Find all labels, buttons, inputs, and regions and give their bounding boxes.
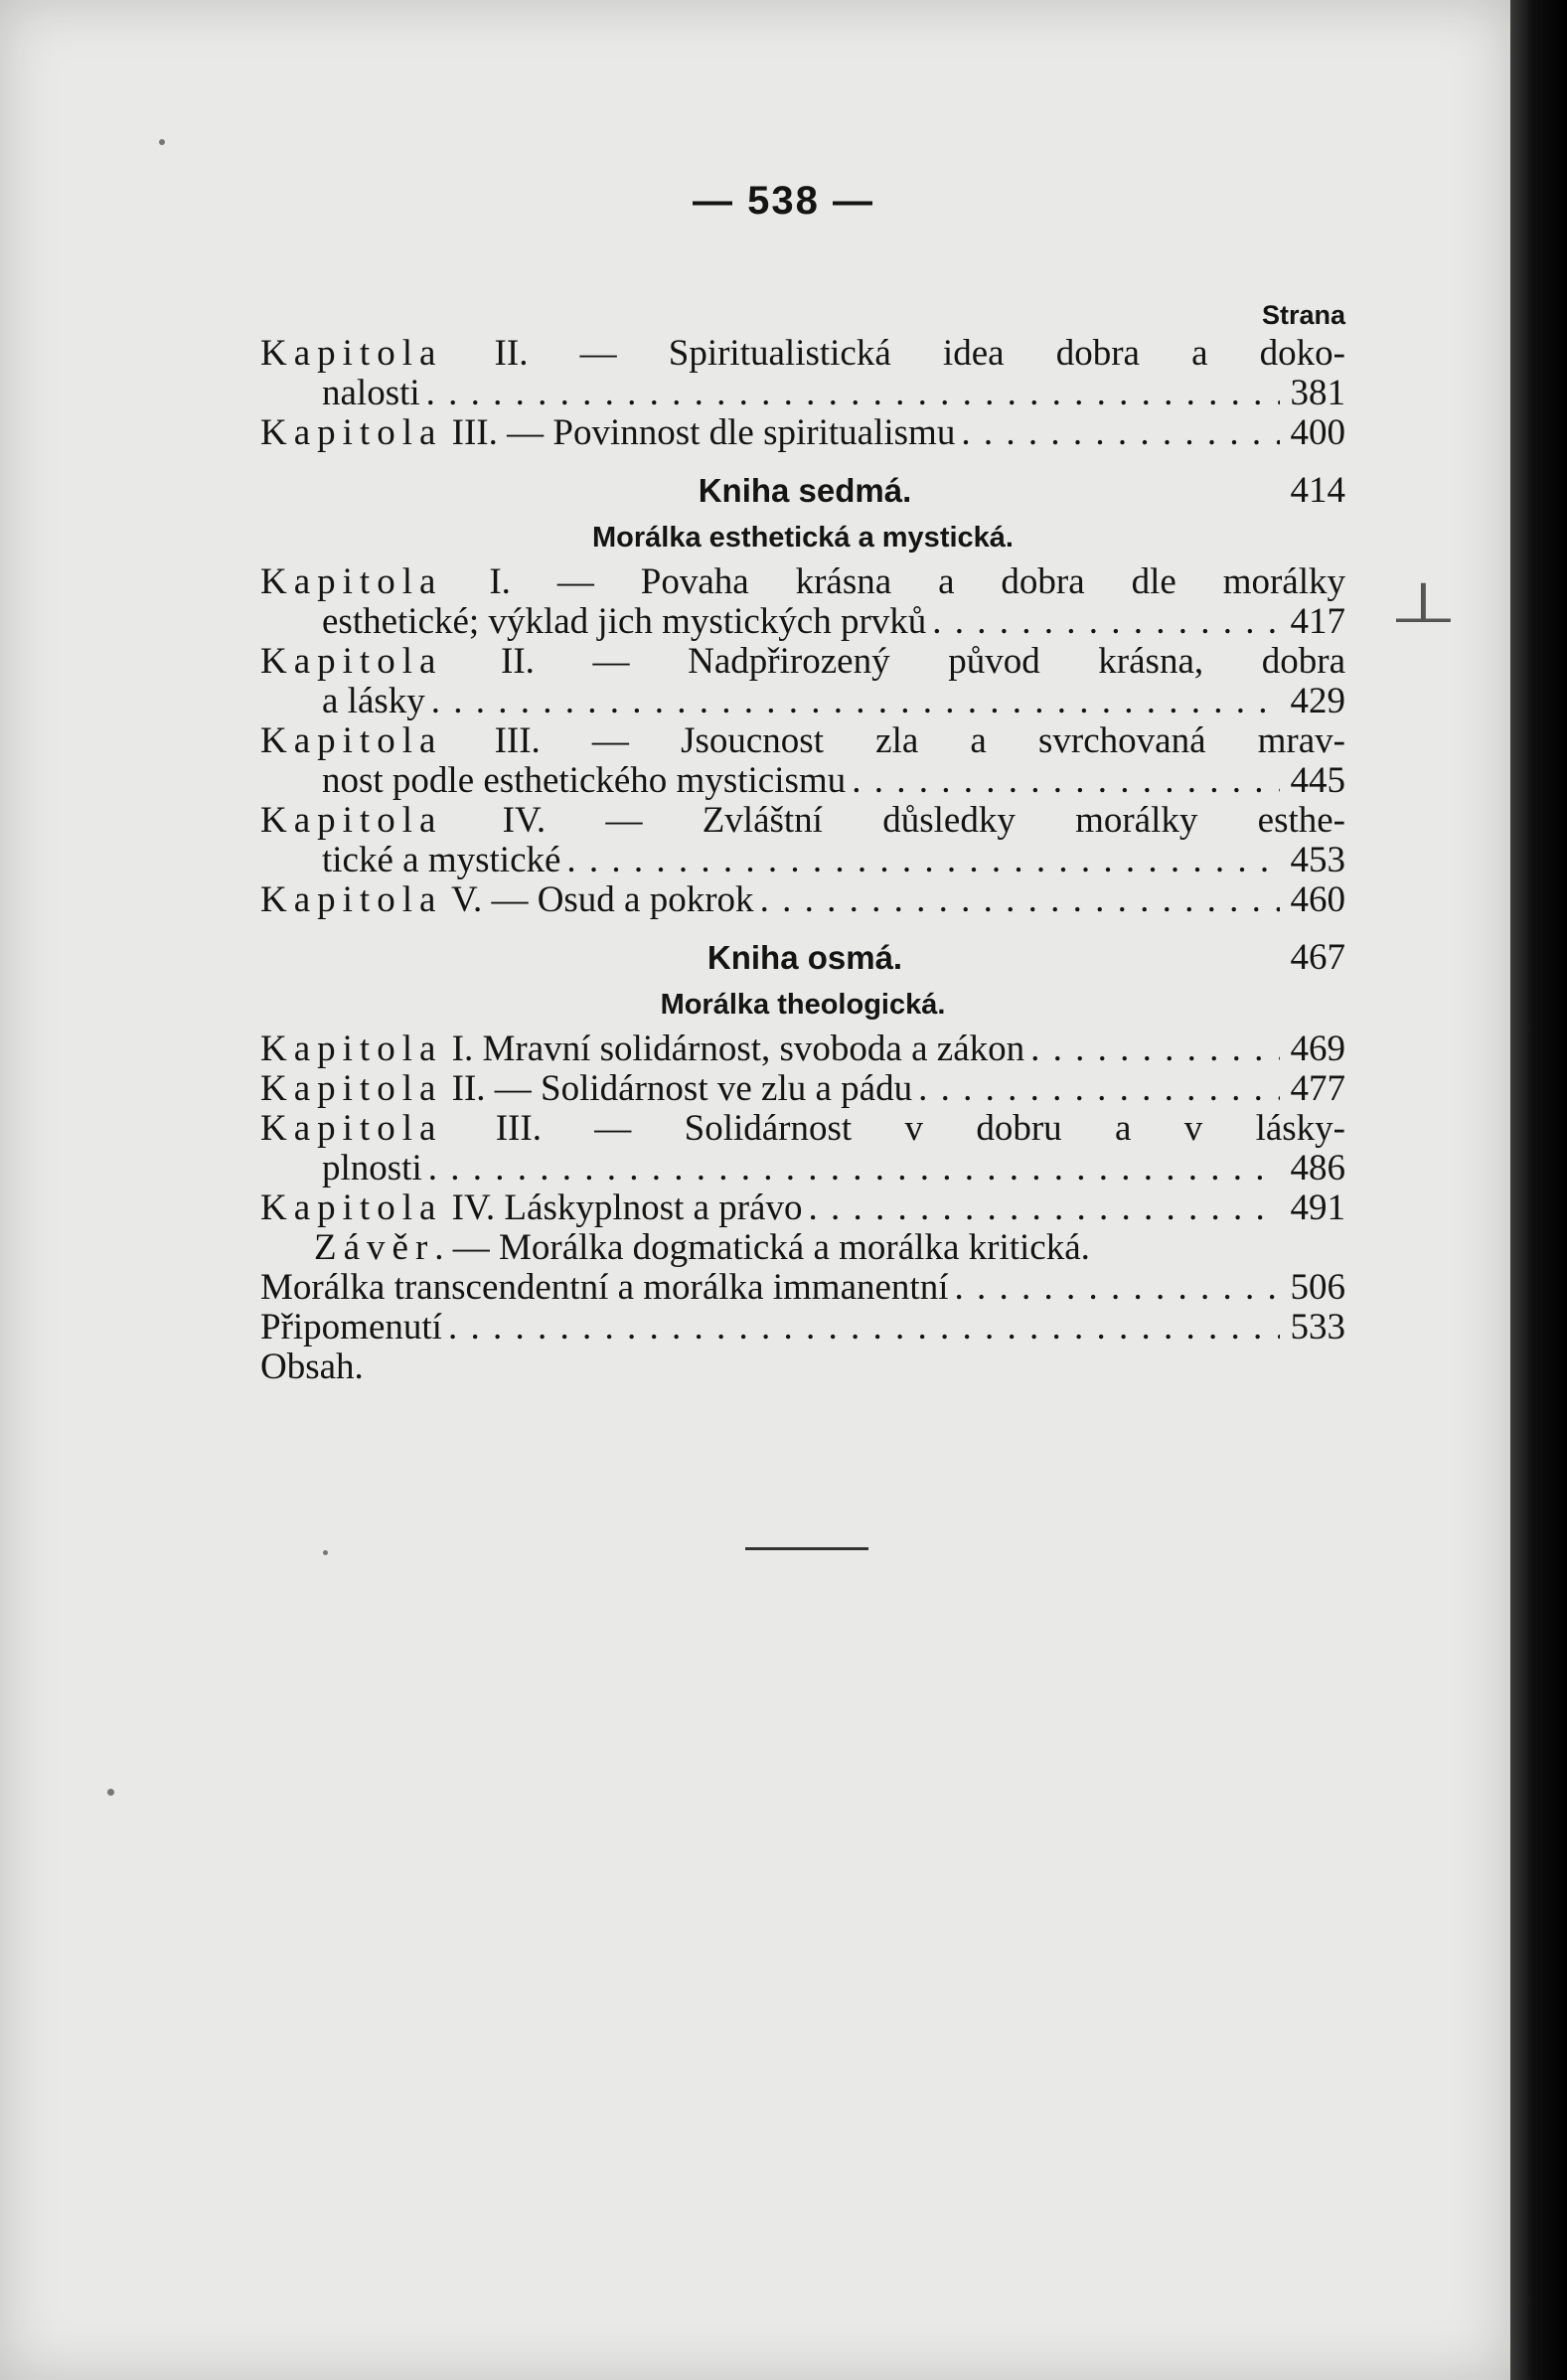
entry-title: II. — Nadpřirozený původ krásna, dobra bbox=[442, 641, 1345, 682]
entry-title: esthetické; výklad jich mystických prvků bbox=[322, 601, 927, 642]
dot-leader bbox=[442, 1308, 1280, 1348]
toc-line bbox=[260, 1030, 1345, 1069]
paper-speck bbox=[159, 139, 165, 145]
toc-line bbox=[260, 1228, 1345, 1268]
entry-title: I. Mravní solidárnost, svoboda a zákon bbox=[442, 1029, 1025, 1069]
entry-title: II. — Solidárnost ve zlu a pádu bbox=[442, 1068, 913, 1109]
chapter-label: Kapitola bbox=[260, 561, 443, 602]
toc-entry bbox=[260, 1268, 1345, 1308]
chapter-label: Kapitola bbox=[260, 1068, 443, 1109]
toc-entry bbox=[260, 1189, 1345, 1228]
toc-entry bbox=[260, 721, 1345, 801]
dot-leader bbox=[420, 374, 1280, 413]
chapter-label: Kapitola bbox=[260, 641, 443, 682]
page-ref: 491 bbox=[1290, 1188, 1345, 1228]
entry-text bbox=[260, 1030, 1024, 1069]
toc-entry bbox=[260, 1348, 1345, 1387]
chapter-label: Kapitola bbox=[260, 1029, 443, 1069]
toc-line bbox=[260, 642, 1345, 682]
book-heading bbox=[260, 471, 1345, 511]
toc-line bbox=[260, 1268, 1345, 1308]
page-ref: 467 bbox=[1290, 937, 1345, 978]
entry-text bbox=[260, 801, 1345, 841]
entry-title: . — Morálka dogmatická a morálka kritická. bbox=[434, 1227, 1090, 1268]
page-ref: 477 bbox=[1290, 1068, 1345, 1109]
dot-leader bbox=[926, 602, 1280, 642]
book-spine bbox=[1510, 0, 1567, 2380]
entry-title: III. — Solidárnost v dobru a v lásky- bbox=[442, 1108, 1345, 1149]
toc-entry bbox=[260, 562, 1345, 642]
entry-text bbox=[322, 1149, 422, 1189]
page-ref: 453 bbox=[1290, 840, 1345, 880]
chapter-label: Kapitola bbox=[260, 412, 443, 453]
entry-text bbox=[314, 1228, 1090, 1268]
toc-entry bbox=[260, 1109, 1345, 1189]
entry-title: III. — Jsoucnost zla a svrchovaná mrav- bbox=[442, 720, 1345, 761]
chapter-label: Kapitola bbox=[260, 800, 443, 841]
dot-leader bbox=[422, 1149, 1280, 1189]
entry-text bbox=[260, 1348, 364, 1387]
toc-entry bbox=[260, 1069, 1345, 1109]
toc-line bbox=[260, 880, 1345, 920]
page-ref: 469 bbox=[1290, 1029, 1345, 1069]
toc-entry bbox=[260, 1308, 1345, 1348]
page-ref: 486 bbox=[1290, 1148, 1345, 1189]
dot-leader bbox=[754, 880, 1280, 920]
conclusion-label: Závěr bbox=[314, 1227, 435, 1268]
dot-leader bbox=[949, 1268, 1281, 1308]
entry-title: Obsah. bbox=[260, 1347, 364, 1387]
page-ref: 414 bbox=[1290, 470, 1345, 511]
toc-line bbox=[260, 1069, 1345, 1109]
book-heading bbox=[260, 938, 1345, 978]
page-ref: 506 bbox=[1290, 1267, 1345, 1308]
dot-leader bbox=[1024, 1030, 1280, 1069]
book-subtitle: Morálka esthetická a mystická. bbox=[592, 522, 1014, 554]
dot-leader bbox=[802, 1189, 1280, 1228]
entry-text bbox=[260, 334, 1345, 374]
table-of-contents bbox=[260, 298, 1345, 1387]
toc-line bbox=[260, 602, 1345, 642]
toc-line bbox=[260, 721, 1345, 761]
paper-speck bbox=[323, 1550, 328, 1555]
entry-title: plnosti bbox=[322, 1148, 422, 1189]
toc-line bbox=[260, 801, 1345, 841]
toc-entry bbox=[260, 413, 1345, 453]
entry-text bbox=[322, 374, 420, 413]
dot-leader bbox=[425, 682, 1280, 721]
toc-line bbox=[260, 413, 1345, 453]
end-rule bbox=[745, 1547, 868, 1550]
dot-leader bbox=[955, 413, 1280, 453]
chapter-label: Kapitola bbox=[260, 720, 443, 761]
entry-title: a lásky bbox=[322, 681, 425, 721]
toc-entry bbox=[260, 801, 1345, 880]
toc-line bbox=[260, 334, 1345, 374]
chapter-label: Kapitola bbox=[260, 1188, 443, 1228]
book-title: Kniha sedmá. bbox=[698, 472, 912, 509]
entry-title: Morálka transcendentní a morálka immanentní bbox=[260, 1267, 949, 1308]
toc-entry bbox=[260, 1030, 1345, 1069]
entry-title: V. — Osud a pokrok bbox=[442, 879, 754, 920]
page-number: — 538 — bbox=[693, 179, 874, 223]
entry-text bbox=[322, 761, 846, 801]
entry-title: nost podle esthetického mysticismu bbox=[322, 760, 847, 801]
toc-line bbox=[260, 1348, 1345, 1387]
page-ref: 381 bbox=[1290, 373, 1345, 413]
page-ref: 460 bbox=[1290, 879, 1345, 920]
book-subtitle: Morálka theologická. bbox=[660, 989, 946, 1021]
entry-title: nalosti bbox=[322, 373, 420, 413]
page-ref: 429 bbox=[1290, 681, 1345, 721]
toc-line bbox=[260, 1149, 1345, 1189]
page-ref: 400 bbox=[1290, 412, 1345, 453]
entry-title: tické a mystické bbox=[322, 840, 561, 880]
toc-entry bbox=[260, 880, 1345, 920]
chapter-label: Kapitola bbox=[260, 333, 443, 374]
margin-pencil-mark: ⊥ bbox=[1389, 571, 1458, 636]
toc-line bbox=[260, 761, 1345, 801]
book-title: Kniha osmá. bbox=[706, 939, 903, 976]
entry-text bbox=[260, 1189, 802, 1228]
toc-line bbox=[260, 562, 1345, 602]
entry-text bbox=[260, 1109, 1345, 1149]
toc-entry bbox=[260, 1228, 1345, 1268]
toc-line bbox=[260, 1189, 1345, 1228]
dot-leader bbox=[912, 1069, 1280, 1109]
toc-entry bbox=[260, 334, 1345, 413]
paper-speck bbox=[107, 1789, 114, 1796]
entry-text bbox=[260, 562, 1345, 602]
page-ref: 417 bbox=[1290, 601, 1345, 642]
entry-text bbox=[322, 602, 926, 642]
entry-text bbox=[322, 841, 560, 880]
entry-text bbox=[260, 1308, 442, 1348]
entry-text bbox=[260, 413, 955, 453]
toc-line bbox=[260, 1109, 1345, 1149]
entry-title: II. — Spiritualistická idea dobra a doko- bbox=[442, 333, 1345, 374]
entry-text bbox=[322, 682, 425, 721]
toc-line bbox=[260, 374, 1345, 413]
entry-text bbox=[260, 1069, 912, 1109]
page-ref: 445 bbox=[1290, 760, 1345, 801]
entry-title: III. — Povinnost dle spiritualismu bbox=[442, 412, 956, 453]
toc-line bbox=[260, 841, 1345, 880]
toc-entry bbox=[260, 642, 1345, 721]
page-ref: 533 bbox=[1290, 1307, 1345, 1348]
entry-text bbox=[260, 1268, 949, 1308]
chapter-label: Kapitola bbox=[260, 1108, 443, 1149]
entry-title: IV. Láskyplnost a právo bbox=[442, 1188, 803, 1228]
dot-leader bbox=[560, 841, 1280, 880]
entry-title: Připomenutí bbox=[260, 1307, 442, 1348]
column-header: Strana bbox=[1261, 300, 1345, 330]
toc-line bbox=[260, 1308, 1345, 1348]
chapter-label: Kapitola bbox=[260, 879, 443, 920]
entry-title: I. — Povaha krásna a dobra dle morálky bbox=[442, 561, 1345, 602]
toc-line bbox=[260, 682, 1345, 721]
entry-text bbox=[260, 880, 754, 920]
entry-text bbox=[260, 721, 1345, 761]
dot-leader bbox=[846, 761, 1280, 801]
entry-title: IV. — Zvláštní důsledky morálky esthe- bbox=[442, 800, 1345, 841]
entry-text bbox=[260, 642, 1345, 682]
